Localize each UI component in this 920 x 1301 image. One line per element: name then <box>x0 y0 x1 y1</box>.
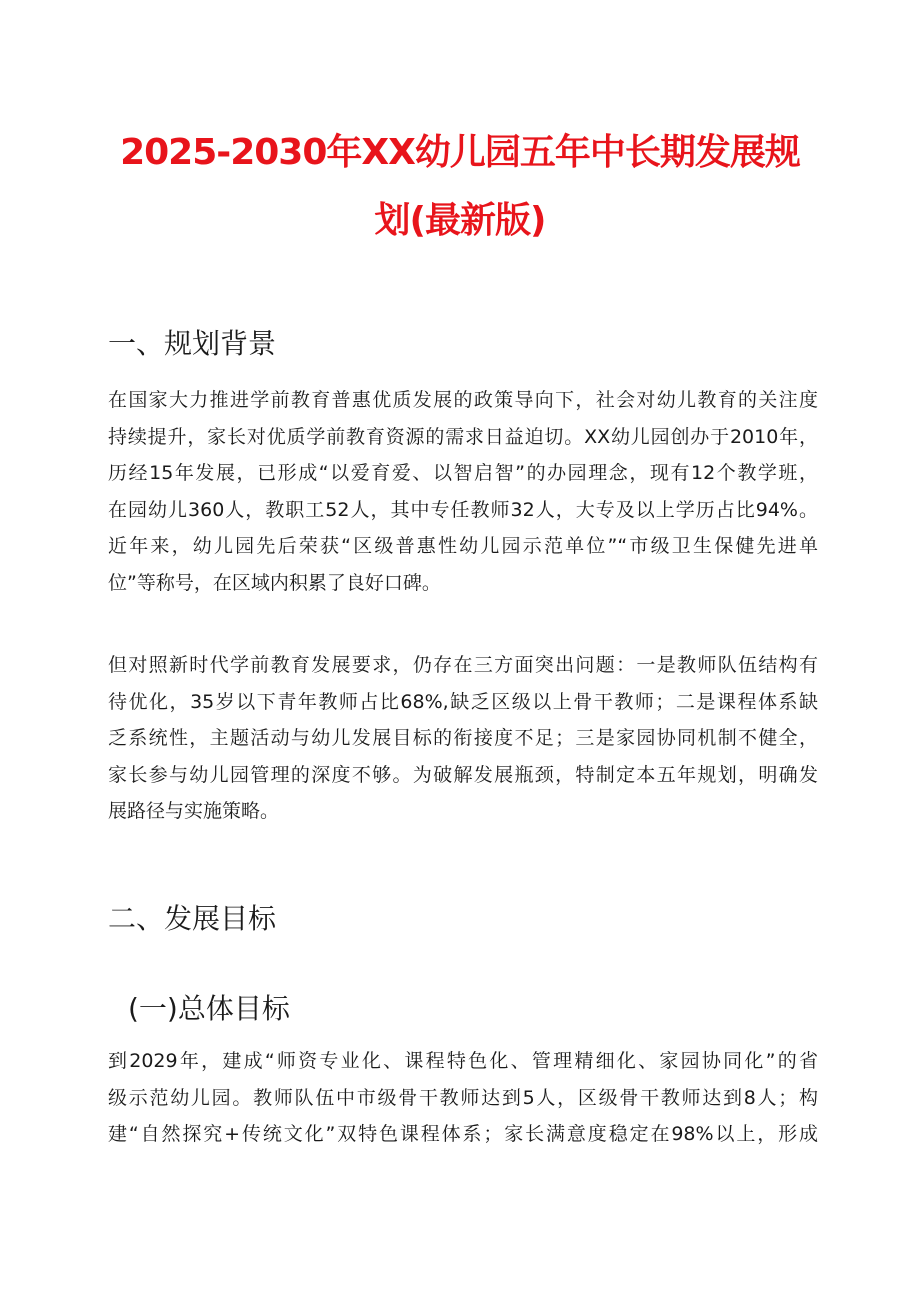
document-title-line-2: 划(最新版) <box>374 200 546 241</box>
paragraph-line: 到2029年，建成“师资专业化、课程特色化、管理精细化、家园协同化”的省 <box>108 1050 818 1072</box>
paragraph-line: 但对照新时代学前教育发展要求，仍存在三方面突出问题：一是教师队伍结构有 <box>108 654 818 676</box>
paragraph-line: 位”等称号，在区域内积累了良好口碑。 <box>108 571 441 594</box>
section-2-paragraph-1 <box>108 1043 818 1153</box>
section-1-heading: 一、规划背景 <box>108 327 277 360</box>
section-2-subheading: (一)总体目标 <box>128 992 290 1025</box>
document-title-line-1: 2025-2030年XX幼儿园五年中长期发展规 <box>120 132 800 173</box>
paragraph-line: 待优化，35岁以下青年教师占比68%,缺乏区级以上骨干教师；二是课程体系缺 <box>108 690 818 713</box>
section-1-paragraph-2 <box>108 647 818 830</box>
section-2-heading: 二、发展目标 <box>108 902 277 935</box>
paragraph-line: 近年来，幼儿园先后荣获“区级普惠性幼儿园示范单位”“市级卫生保健先进单 <box>108 535 818 557</box>
paragraph-line: 在国家大力推进学前教育普惠优质发展的政策导向下，社会对幼儿教育的关注度 <box>108 389 818 411</box>
section-1-paragraph-1 <box>108 382 818 601</box>
paragraph-line: 乏系统性，主题活动与幼儿发展目标的衔接度不足；三是家园协同机制不健全， <box>108 727 818 749</box>
paragraph-line: 级示范幼儿园。教师队伍中市级骨干教师达到5人，区级骨干教师达到8人；构 <box>108 1086 818 1109</box>
paragraph-line: 在园幼儿360人，教职工52人，其中专任教师32人，大专及以上学历占比94%。 <box>108 498 818 521</box>
paragraph-line: 持续提升，家长对优质学前教育资源的需求日益迫切。XX幼儿园创办于2010年， <box>108 425 818 448</box>
paragraph-line: 建“自然探究+传统文化”双特色课程体系；家长满意度稳定在98%以上，形成 <box>108 1123 818 1145</box>
paragraph-line: 家长参与幼儿园管理的深度不够。为破解发展瓶颈，特制定本五年规划，明确发 <box>108 763 818 786</box>
paragraph-line: 历经15年发展，已形成“以爱育爱、以智启智”的办园理念，现有12个教学班， <box>108 462 818 484</box>
paragraph-line: 展路径与实施策略。 <box>108 800 280 822</box>
